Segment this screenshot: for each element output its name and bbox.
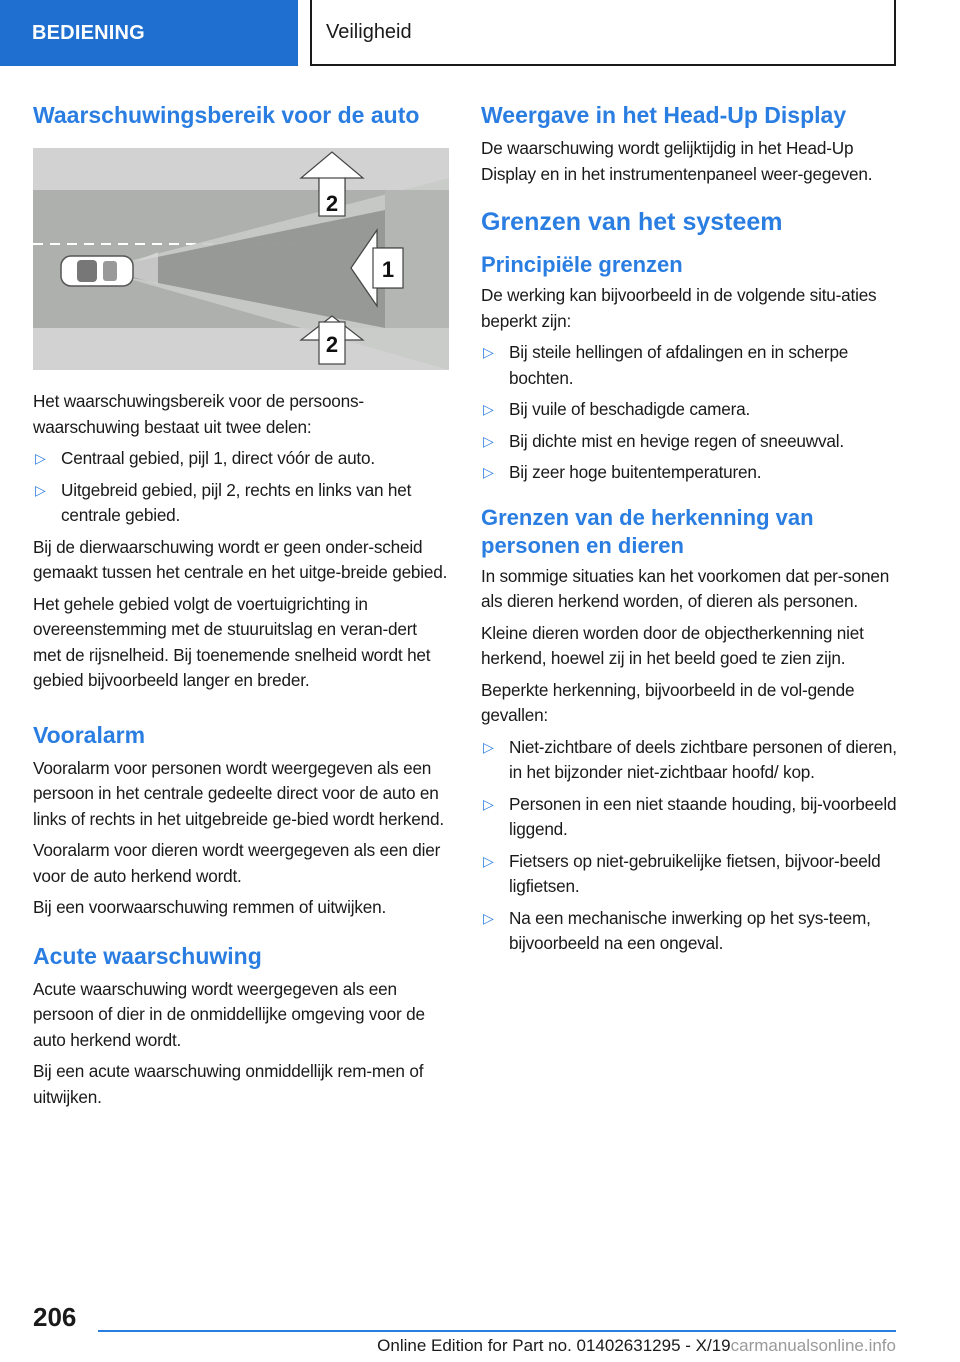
arrow-label-1: 1	[381, 257, 395, 282]
list-item: ▷ Bij vuile of beschadigde camera.	[481, 397, 897, 423]
bullet-list	[481, 735, 897, 957]
paragraph: Het waarschuwingsbereik voor de persoons-waarschuwing bestaat uit twee delen:	[33, 391, 364, 437]
heading-warning-zone: Waarschuwingsbereik voor de auto	[33, 102, 420, 128]
heading-hud: Weergave in het Head-Up Display	[481, 102, 847, 128]
arrow-label-2-top: 2	[325, 191, 339, 216]
list-item: ▷ Na een mechanische inwerking op het sys-teem, bijvoorbeeld na een ongeval.	[483, 907, 871, 953]
bullet-triangle-icon: ▷	[483, 795, 494, 812]
bullet-triangle-icon: ▷	[35, 481, 46, 498]
chapter-box	[310, 0, 896, 66]
paragraph: Acute waarschuwing wordt weergegeven als een persoon of dier in de onmiddellijke omgeving voor de auto herkend wordt.	[33, 978, 425, 1050]
list-item: ▷ Uitgebreid gebied, pijl 2, rechts en links van het centrale gebied.	[35, 479, 412, 525]
left-column	[33, 100, 449, 1116]
heading-pre-alarm: Vooralarm	[33, 721, 146, 748]
list-item: ▷ Bij steile hellingen of afdalingen en in scherpe bochten.	[483, 342, 849, 388]
paragraph: Bij een acute waarschuwing onmiddellijk rem-men of uitwijken.	[33, 1061, 424, 1107]
page-number: 206	[33, 1302, 77, 1332]
list-item: ▷ Niet-zichtbare of deels zichtbare personen of dieren, in het bijzonder niet-zichtbaar hoofd/ kop.	[483, 736, 897, 782]
list-item: ▷ Bij zeer hoge buitentemperaturen.	[481, 460, 897, 486]
list-item: ▷ Centraal gebied, pijl 1, direct vóór de auto.	[33, 446, 449, 472]
paragraph: Bij de dierwaarschuwing wordt er geen onder-scheid gemaakt tussen het centrale en het uitge-breide gebied.	[33, 536, 448, 582]
section-tab	[0, 0, 298, 66]
bullet-triangle-icon: ▷	[35, 450, 46, 466]
footer-divider	[98, 1330, 896, 1332]
section-title: BEDIENING	[32, 21, 145, 44]
bullet-triangle-icon: ▷	[483, 401, 494, 417]
bullet-triangle-icon: ▷	[483, 464, 494, 480]
paragraph: Vooralarm voor personen wordt weergegeven als een persoon in het centrale gedeelte direct voor de auto en links of rechts in het uitgebreide ge-bied wordt herkend.	[33, 757, 444, 829]
chapter-title: Veiligheid	[326, 20, 412, 43]
paragraph: De werking kan bijvoorbeeld in de volgende situ-aties beperkt zijn:	[481, 285, 877, 331]
bullet-triangle-icon: ▷	[483, 344, 494, 360]
footer-edition	[98, 1336, 896, 1356]
bullet-list	[481, 340, 897, 486]
bullet-triangle-icon: ▷	[483, 909, 494, 926]
heading-principle-limits: Principiële grenzen	[481, 252, 683, 277]
heading-system-limits: Grenzen van het systeem	[481, 208, 783, 236]
paragraph: In sommige situaties kan het voorkomen dat per-sonen als dieren herkend worden, of dieren als personen.	[481, 565, 890, 611]
paragraph: Vooralarm voor dieren wordt weergegeven als een dier voor de auto herkend wordt.	[33, 840, 441, 886]
paragraph: Kleine dieren worden door de objectherkenning niet herkend, hoewel zij in het beeld goed te zien zijn.	[481, 622, 864, 668]
list-item: ▷ Fietsers op niet-gebruikelijke fietsen, bijvoor-beeld ligfietsen.	[483, 850, 881, 896]
arrow-label-2-bottom: 2	[325, 332, 339, 357]
bullet-triangle-icon: ▷	[483, 738, 494, 755]
paragraph: Het gehele gebied volgt de voertuigrichting in overeenstemming met de stuuruitslag en veran-dert met de rijsnelheid. Bij toenemende snelheid wordt het gebied bijvoorbeeld langer en breder.	[33, 593, 431, 690]
watermark-text: carmanualsonline.info	[730, 1336, 896, 1355]
car-icon	[61, 256, 133, 286]
paragraph: Bij een voorwaarschuwing remmen of uitwijken.	[33, 897, 387, 917]
heading-recognition-limits: Grenzen van de herkenning van personen en dieren	[481, 504, 814, 558]
bullet-triangle-icon: ▷	[483, 852, 494, 869]
list-item: ▷ Personen in een niet staande houding, bij-voorbeeld liggend.	[483, 793, 897, 839]
list-item: ▷ Bij dichte mist en hevige regen of sneeuwval.	[481, 429, 897, 455]
edition-text: Online Edition for Part no. 01402631295 - X/19	[377, 1336, 731, 1355]
right-column	[481, 100, 897, 963]
bullet-triangle-icon: ▷	[483, 432, 494, 449]
paragraph: Beperkte herkenning, bijvoorbeeld in de vol-gende gevallen:	[481, 679, 855, 725]
paragraph: De waarschuwing wordt gelijktijdig in het Head-Up Display en in het instrumentenpaneel weer-gegeven.	[481, 138, 873, 184]
heading-acute-warning: Acute waarschuwing	[33, 942, 262, 969]
warning-zone-diagram	[33, 148, 449, 370]
bullet-list	[33, 446, 449, 529]
